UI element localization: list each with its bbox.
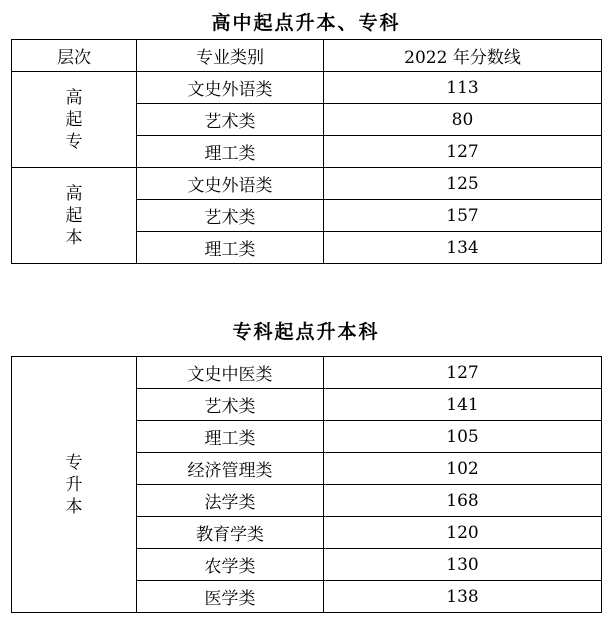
header-level: 层次 xyxy=(12,40,137,72)
category-cell: 理工类 xyxy=(137,232,324,264)
score-cell: 80 xyxy=(324,104,602,136)
category-cell: 经济管理类 xyxy=(137,453,324,485)
section2-title: 专科起点升本科 xyxy=(232,321,380,343)
level-char: 高 xyxy=(65,183,83,204)
category-cell: 法学类 xyxy=(137,485,324,517)
category-cell: 艺术类 xyxy=(137,200,324,232)
category-cell: 理工类 xyxy=(137,136,324,168)
category-cell: 文史外语类 xyxy=(137,72,324,104)
score-cell: 138 xyxy=(324,581,602,613)
level-char: 专 xyxy=(65,452,83,473)
level-char: 专 xyxy=(65,131,83,152)
level-char: 本 xyxy=(65,496,83,517)
category-cell: 农学类 xyxy=(137,549,324,581)
level-char: 本 xyxy=(65,227,83,248)
category-cell: 文史外语类 xyxy=(137,168,324,200)
table-header-row xyxy=(12,40,602,72)
score-table-zhuanshengben xyxy=(11,356,602,613)
table-row xyxy=(12,168,602,200)
category-cell: 医学类 xyxy=(137,581,324,613)
level-char: 升 xyxy=(65,474,83,495)
score-cell: 141 xyxy=(324,389,602,421)
category-cell: 文史中医类 xyxy=(137,357,324,389)
category-cell: 教育学类 xyxy=(137,517,324,549)
score-cell: 120 xyxy=(324,517,602,549)
header-category: 专业类别 xyxy=(137,40,324,72)
score-cell: 102 xyxy=(324,453,602,485)
level-cell-zhuanshengben xyxy=(12,357,137,613)
level-cell-gaoqiben xyxy=(12,168,137,264)
score-cell: 113 xyxy=(324,72,602,104)
category-cell: 艺术类 xyxy=(137,104,324,136)
header-score: 2022 年分数线 xyxy=(324,40,602,72)
score-cell: 125 xyxy=(324,168,602,200)
score-cell: 127 xyxy=(324,136,602,168)
table-row xyxy=(12,72,602,104)
score-cell: 168 xyxy=(324,485,602,517)
category-cell: 艺术类 xyxy=(137,389,324,421)
level-char: 起 xyxy=(65,205,83,226)
table-row xyxy=(12,357,602,389)
score-cell: 105 xyxy=(324,421,602,453)
category-cell: 理工类 xyxy=(137,421,324,453)
section1-title: 高中起点升本、专科 xyxy=(211,12,401,34)
level-char: 高 xyxy=(65,87,83,108)
score-table-gaoqi xyxy=(11,39,602,264)
level-cell-gaoqizhuan xyxy=(12,72,137,168)
score-cell: 134 xyxy=(324,232,602,264)
score-cell: 130 xyxy=(324,549,602,581)
score-cell: 127 xyxy=(324,357,602,389)
level-char: 起 xyxy=(65,109,83,130)
score-cell: 157 xyxy=(324,200,602,232)
